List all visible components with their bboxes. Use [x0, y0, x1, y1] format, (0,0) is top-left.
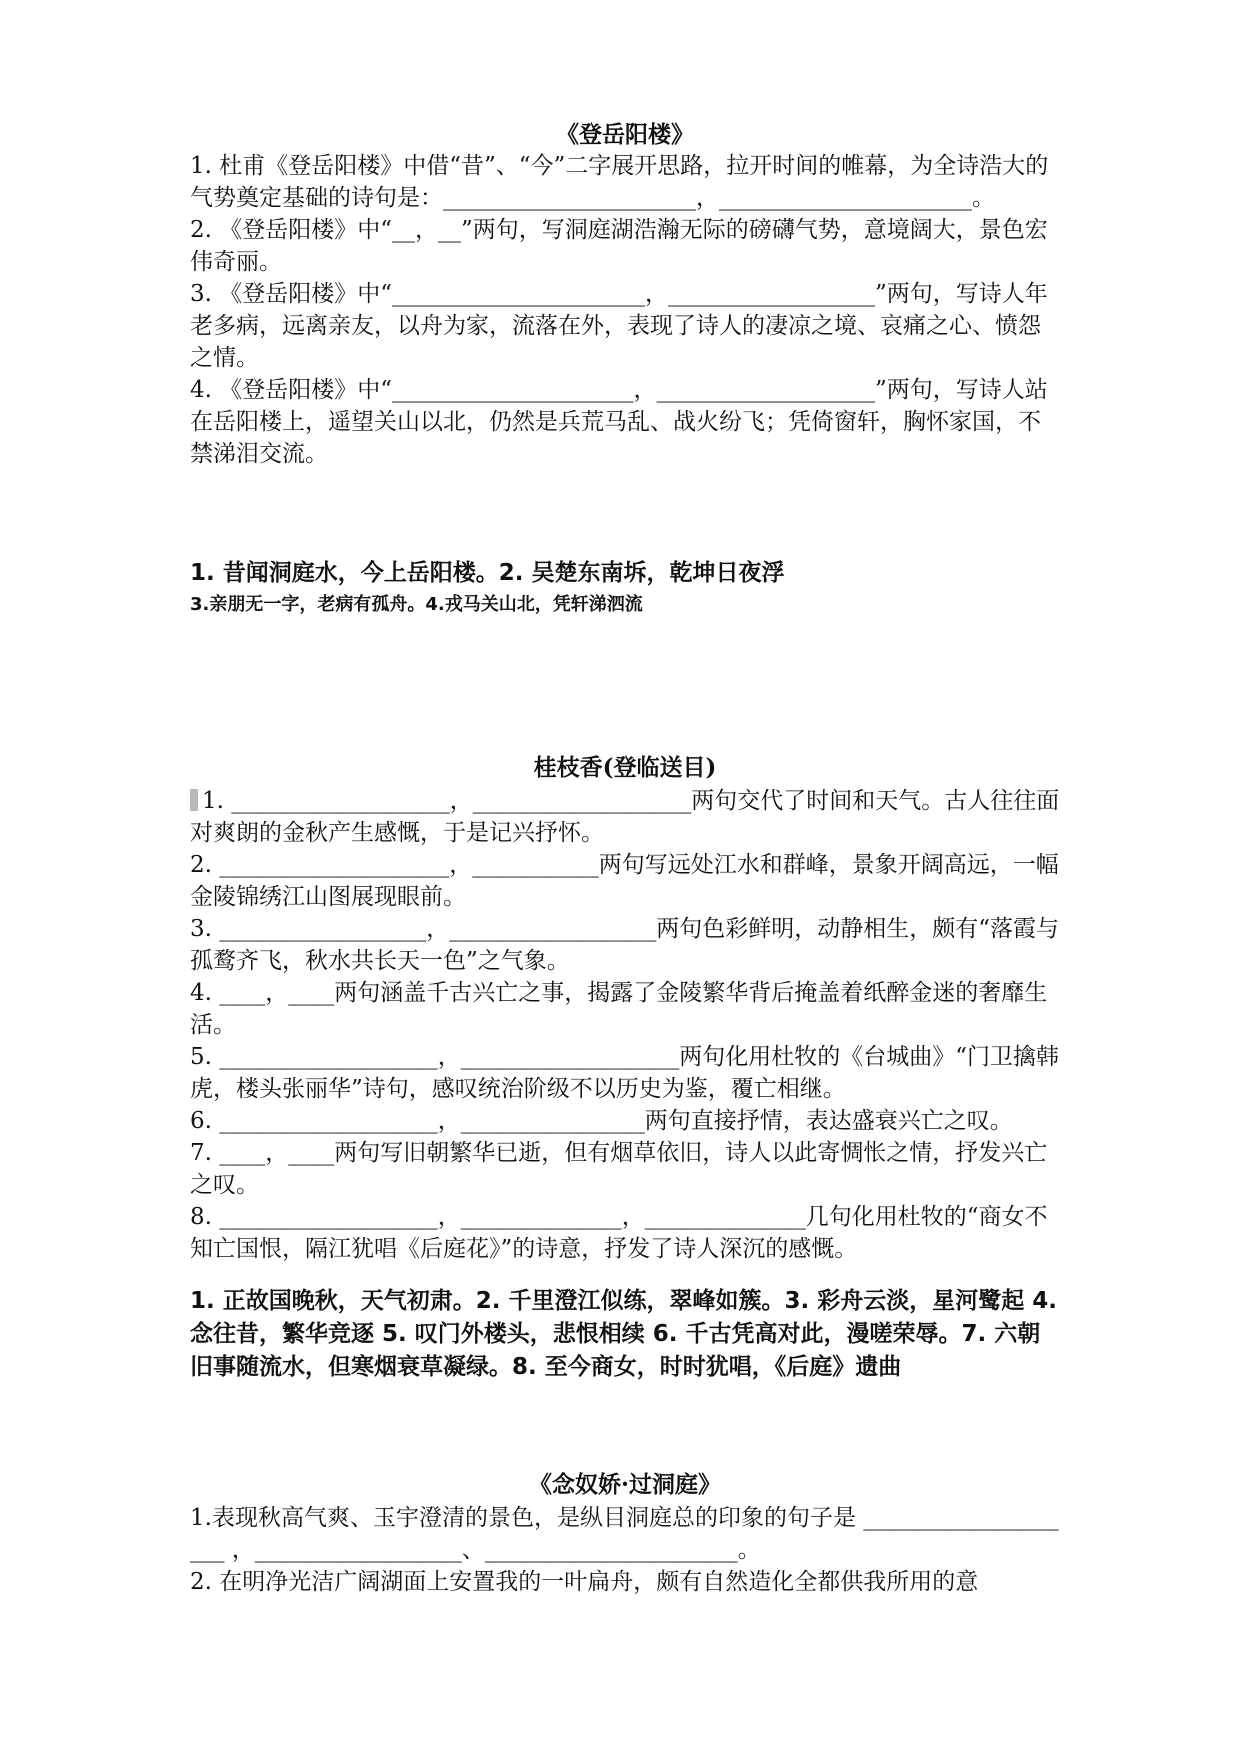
- question-2: 2. 《登岳阳楼》中“__，__”两句，写洞庭湖浩瀚无际的磅礴气势，意境阔大，景色宏伟奇丽。: [190, 217, 1048, 275]
- question-6: 6. ___________________，________________两句直接抒情，表达盛衰兴亡之叹。: [190, 1108, 1013, 1134]
- question-8: 8. ___________________，______________，______________几句化用杜牧的“商女不知亡国恨，隔江犹唱《后庭花》”的诗意，抒发了诗人深沉的感慨。: [190, 1204, 1048, 1262]
- section-3-questions: [190, 1502, 1060, 1598]
- question-4: 4. 《登岳阳楼》中“_____________________，___________________”两句，写诗人站在岳阳楼上，遥望关山以北，仍然是兵荒马乱、战火纷飞；凭倚窗轩，胸怀家国，不禁涕泪交流。: [190, 377, 1048, 467]
- section-title-deng-yueyang-lou: 《登岳阳楼》: [556, 121, 694, 148]
- answer-line-1: 1. 昔闻洞庭水，今上岳阳楼。2. 吴楚东南坼，乾坤日夜浮: [190, 560, 785, 586]
- question-1: 1. 杜甫《登岳阳楼》中借“昔”、“今”二字展开思路，拉开时间的帷幕，为全诗浩大的气势奠定基础的诗句是：______________________，______________________。: [190, 153, 1049, 211]
- answer-line-2: 3.亲朋无一字，老病有孤舟。4.戎马关山北，凭轩涕泗流: [190, 594, 643, 615]
- question-1: 1. ___________________，___________________两句交代了时间和天气。古人往往面对爽朗的金秋产生感慨，于是记兴抒怀。: [190, 788, 1060, 846]
- question-7: 7. ____，____两句写旧朝繁华已逝，但有烟草依旧，诗人以此寄惆怅之情，抒发兴亡之叹。: [190, 1140, 1048, 1198]
- section-title-guizhi-xiang: 桂枝香(登临送目): [533, 754, 717, 781]
- question-4: 4. ____，____两句涵盖千古兴亡之事，揭露了金陵繁华背后掩盖着纸醉金迷的奢靡生活。: [190, 980, 1048, 1038]
- answer-text: 1. 正故国晚秋，天气初肃。2. 千里澄江似练，翠峰如簇。3. 彩舟云淡，星河鹭起 4. 念往昔，繁华竞逐 5. 叹门外楼头，悲恨相续 6. 千古凭高对此，漫嗟荣辱。7. 六朝旧事随流水，但寒烟衰草凝绿。8. 至今商女，时时犹唱，《后庭》遗曲: [190, 1288, 1057, 1380]
- cursor-marker: [190, 789, 198, 811]
- question-5: 5. ___________________，___________________两句化用杜牧的《台城曲》“门卫擒韩虎，楼头张丽华”诗句，感叹统治阶级不以历史为鉴，覆亡相继。: [190, 1044, 1060, 1102]
- section-2-questions: [190, 785, 1060, 1265]
- section-title-niannujiao: 《念奴娇·过洞庭》: [528, 1471, 721, 1498]
- question-3: 3. __________________，__________________两句色彩鲜明，动静相生，颇有“落霞与孤鹜齐飞，秋水共长天一色”之气象。: [190, 916, 1060, 974]
- section-2-answers: [190, 1285, 1060, 1384]
- question-3: 3. 《登岳阳楼》中“______________________，__________________”两句，写诗人年老多病，远离亲友，以舟为家，流落在外，表现了诗人的凄凉之境、哀痛之心、愤怨之情。: [190, 281, 1048, 371]
- question-1: 1.表现秋高气爽、玉宇澄清的景色，是纵目洞庭总的印象的句子是 ____________________ ，__________________、______________________。: [190, 1505, 1059, 1563]
- question-2: 2. ____________________，___________两句写远处江水和群峰，景象开阔高远，一幅金陵锦绣江山图展现眼前。: [190, 852, 1059, 910]
- section-1-questions: [190, 150, 1060, 470]
- question-2: 2. 在明净光洁广阔湖面上安置我的一叶扁舟，颇有自然造化全都供我所用的意: [190, 1569, 979, 1595]
- section-1-answers: [190, 556, 1060, 620]
